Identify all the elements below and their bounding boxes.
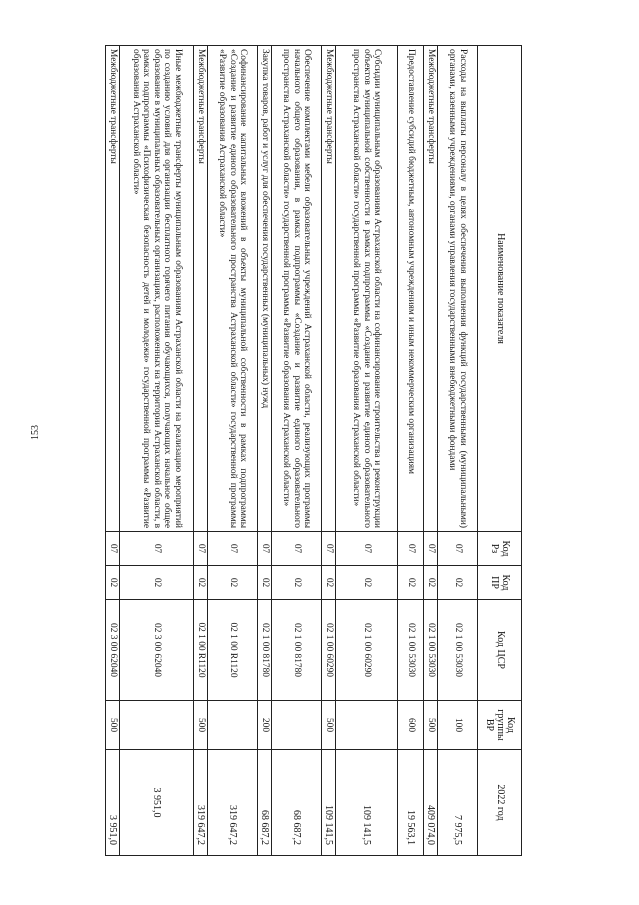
- row-pr: 02: [398, 566, 424, 600]
- row-vr: 500: [106, 701, 120, 750]
- row-value: 3 951,0: [120, 750, 194, 856]
- row-rz: 07: [258, 532, 272, 566]
- row-value: 319 647,2: [194, 750, 208, 856]
- row-name: Субсидии муниципальным образованиям Астраханской области на софинансирование строительства и реконструкции объектов муниципальной собственности в рамках подпрограммы «Создание и развитие единого образовательного пространства Астраханской области» государственной программы «Развитие образования Астраханской области»: [336, 46, 398, 532]
- table-row: [322, 46, 336, 856]
- budget-table: [105, 45, 522, 856]
- row-name: Закупка товаров, работ и услуг для обеспечения государственных (муниципальных) нужд: [258, 46, 272, 532]
- row-pr: 02: [438, 566, 478, 600]
- row-name: Расходы на выплаты персоналу в целях обеспечения выполнения функций государственными (муниципальными) органами, казенными учреждениями, органами управления государственными внебюджетными фондами: [438, 46, 478, 532]
- row-rz: 07: [398, 532, 424, 566]
- row-rz: 07: [194, 532, 208, 566]
- row-name: Обеспечение комплектами мебели образовательных учреждений Астраханской области, реализующих программы начального общего образования, в рамках подпрограммы «Создание и развитие единого образовательного пространства Астраханской области» государственной программы «Развитие образования Астраханской области»: [272, 46, 322, 532]
- row-csr: 02 1 00 53030: [398, 600, 424, 701]
- table-row: [336, 46, 398, 856]
- row-vr: [120, 701, 194, 750]
- row-name: Иные межбюджетные трансферты муниципальным образованиям Астраханской области на реализацию мероприятий по созданию условий для организации бесплатного горячего питания обучающихся, получающих начальное общее образование в муниципальных образовательных организациях, расположенных на территории Астраханской области, в рамках подпрограммы «Психофизическая безопасность детей и молодежи» государственной программы «Развитие образования Астраханской области»: [120, 46, 194, 532]
- row-vr: 500: [322, 701, 336, 750]
- row-vr: 200: [258, 701, 272, 750]
- row-value: 19 563,1: [398, 750, 424, 856]
- row-pr: 02: [106, 566, 120, 600]
- row-rz: 07: [336, 532, 398, 566]
- budget-table-container: [107, 45, 522, 855]
- row-pr: 02: [194, 566, 208, 600]
- table-row: [424, 46, 438, 856]
- row-rz: 07: [438, 532, 478, 566]
- table-row: [398, 46, 424, 856]
- row-value: 68 687,2: [272, 750, 322, 856]
- row-vr: 500: [424, 701, 438, 750]
- header-name: Наименование показателя: [478, 46, 522, 532]
- row-csr: 02 1 00 81780: [272, 600, 322, 701]
- row-value: 109 141,5: [336, 750, 398, 856]
- row-vr: [208, 701, 258, 750]
- page-number: 153: [30, 425, 41, 440]
- row-rz: 07: [120, 532, 194, 566]
- row-vr: 100: [438, 701, 478, 750]
- row-vr: 500: [194, 701, 208, 750]
- row-pr: 02: [258, 566, 272, 600]
- row-csr: 02 1 00 60290: [336, 600, 398, 701]
- row-rz: 07: [424, 532, 438, 566]
- table-row: [120, 46, 194, 856]
- row-rz: 07: [106, 532, 120, 566]
- row-value: 109 141,5: [322, 750, 336, 856]
- row-pr: 02: [424, 566, 438, 600]
- row-vr: [336, 701, 398, 750]
- row-name: Софинансирование капитальных вложений в объекты муниципальной собственности в рамках подпрограммы «Создание и развитие единого образовательного пространства Астраханской области» государственной программы «Развитие образования Астраханской области»: [208, 46, 258, 532]
- row-csr: 02 3 00 62040: [120, 600, 194, 701]
- row-csr: 02 1 00 60290: [322, 600, 336, 701]
- header-year: 2022 год: [478, 750, 522, 856]
- row-rz: 07: [322, 532, 336, 566]
- row-vr: 600: [398, 701, 424, 750]
- table-header-row: [478, 46, 522, 856]
- row-csr: 02 1 00 R1120: [208, 600, 258, 701]
- row-value: 409 074,0: [424, 750, 438, 856]
- header-csr: Код ЦСР: [478, 600, 522, 701]
- row-name: Предоставление субсидий бюджетным, автономным учреждениям и иным некоммерческим организациям: [398, 46, 424, 532]
- row-value: 3 951,0: [106, 750, 120, 856]
- row-vr: [272, 701, 322, 750]
- row-name: Межбюджетные трансферты: [106, 46, 120, 532]
- row-pr: 02: [336, 566, 398, 600]
- row-value: 7 975,5: [438, 750, 478, 856]
- row-pr: 02: [120, 566, 194, 600]
- row-csr: 02 1 00 81780: [258, 600, 272, 701]
- table-row: [208, 46, 258, 856]
- row-rz: 07: [272, 532, 322, 566]
- table-row: [272, 46, 322, 856]
- table-row: [258, 46, 272, 856]
- row-pr: 02: [208, 566, 258, 600]
- row-pr: 02: [272, 566, 322, 600]
- table-row: [106, 46, 120, 856]
- row-value: 319 647,2: [208, 750, 258, 856]
- row-rz: 07: [208, 532, 258, 566]
- row-csr: 02 1 00 53030: [438, 600, 478, 701]
- row-csr: 02 1 00 R1120: [194, 600, 208, 701]
- row-name: Межбюджетные трансферты: [424, 46, 438, 532]
- row-pr: 02: [322, 566, 336, 600]
- header-vr: Код группы ВР: [478, 701, 522, 750]
- table-row: [438, 46, 478, 856]
- row-csr: 02 1 00 53030: [424, 600, 438, 701]
- row-value: 68 687,2: [258, 750, 272, 856]
- row-name: Межбюджетные трансферты: [194, 46, 208, 532]
- table-row: [194, 46, 208, 856]
- header-pr: Код ПР: [478, 566, 522, 600]
- header-rz: Код Рз: [478, 532, 522, 566]
- row-csr: 02 3 00 62040: [106, 600, 120, 701]
- row-name: Межбюджетные трансферты: [322, 46, 336, 532]
